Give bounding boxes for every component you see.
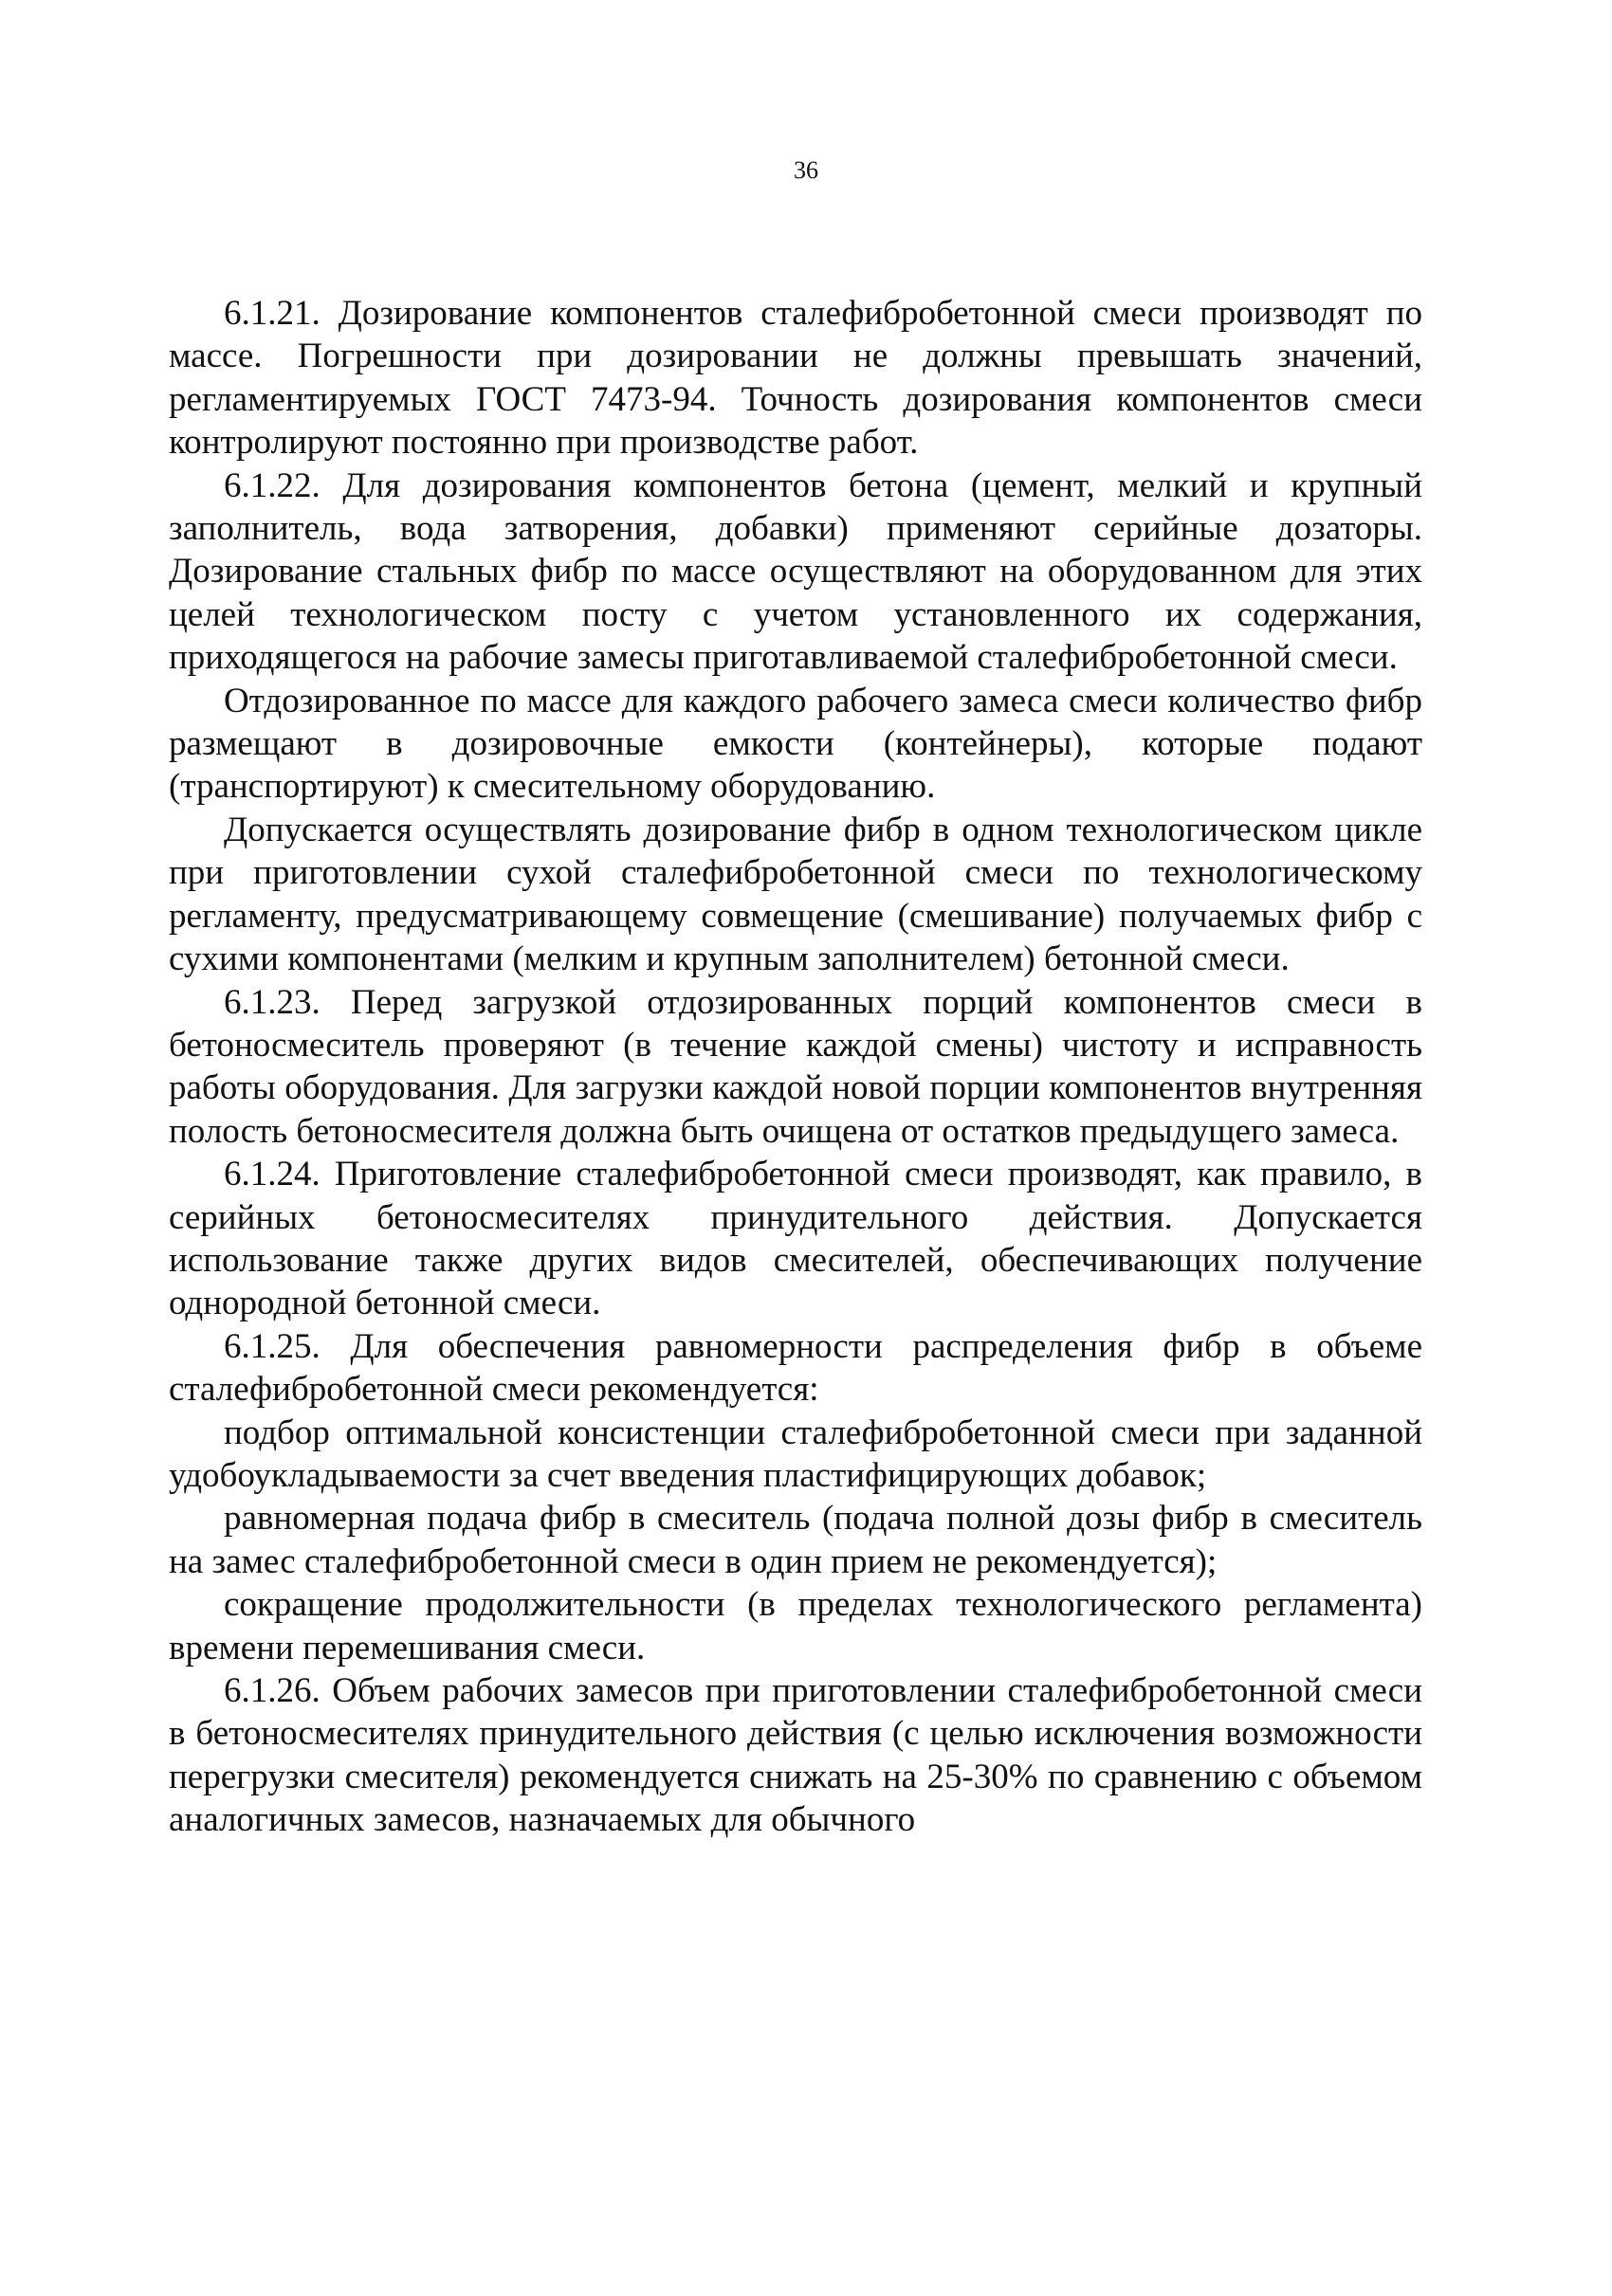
paragraph-6-1-26: 6.1.26. Объем рабочих замесов при приготовлении сталефибробетонной смеси в бетоносмесителях принудительного действия (с целью исключения возможности перегрузки смесителя) рекомендуется снижать на 25-30% по сравнению с объемом аналогичных замесов, назначаемых для обычного: [169, 1671, 1422, 1840]
paragraph-6-1-24: 6.1.24. Приготовление сталефибробетонной смеси производят, как правило, в серийных бетоносмесителях принудительного действия. Допускается использование также других видов смесителей, обеспечивающих получение однородной бетонной смеси.: [169, 1155, 1422, 1323]
paragraph-6-1-23: 6.1.23. Перед загрузкой отдозированных порций компонентов смеси в бетоносмеситель проверяют (в течение каждой смены) чистоту и исправность работы оборудования. Для загрузки каждой новой порции компонентов внутренняя полость бетоносмесителя должна быть очищена от остатков предыдущего замеса.: [169, 982, 1422, 1151]
paragraph-6-1-25: 6.1.25. Для обеспечения равномерности распределения фибр в объеме сталефибробетонной смеси рекомендуется:: [169, 1326, 1422, 1410]
paragraph-6-1-21: 6.1.21. Дозирование компонентов сталефибробетонной смеси производят по массе. Погрешности при дозировании не должны превышать значений, регламентируемых ГОСТ 7473-94. Точность дозирования компонентов смеси контролируют постоянно при производстве работ.: [169, 294, 1422, 463]
page-number: 36: [794, 156, 818, 184]
document-body: [169, 292, 1422, 1842]
paragraph-fiber-containers: Отдозированное по массе для каждого рабочего замеса смеси количество фибр размещают в дозировочные емкости (контейнеры), которые подают (транспортируют) к смесительному оборудованию.: [169, 681, 1422, 807]
list-item-consistency: подбор оптимальной консистенции сталефибробетонной смеси при заданной удобоукладываемости за счет введения пластифицирующих добавок;: [169, 1412, 1422, 1495]
list-item-uniform-feed: равномерная подача фибр в смеситель (подача полной дозы фибр в смеситель на замес сталефибробетонной смеси в один прием не рекомендуется);: [169, 1499, 1422, 1581]
paragraph-6-1-22: 6.1.22. Для дозирования компонентов бетона (цемент, мелкий и крупный заполнитель, вода затворения, добавки) применяют серийные дозаторы. Дозирование стальных фибр по массе осуществляют на оборудованном для этих целей технологическом посту с учетом установленного их содержания, приходящегося на рабочие замесы приготавливаемой сталефибробетонной смеси.: [169, 465, 1422, 678]
list-item-mixing-time: сокращение продолжительности (в пределах технологического регламента) времени перемешивания смеси.: [169, 1585, 1422, 1667]
paragraph-dry-mix-dosing: Допускается осуществлять дозирование фибр в одном технологическом цикле при приготовлении сухой сталефибробетонной смеси по технологическому регламенту, предусматривающему совмещение (смешивание) получаемых фибр с сухими компонентами (мелким и крупным заполнителем) бетонной смеси.: [169, 810, 1422, 979]
